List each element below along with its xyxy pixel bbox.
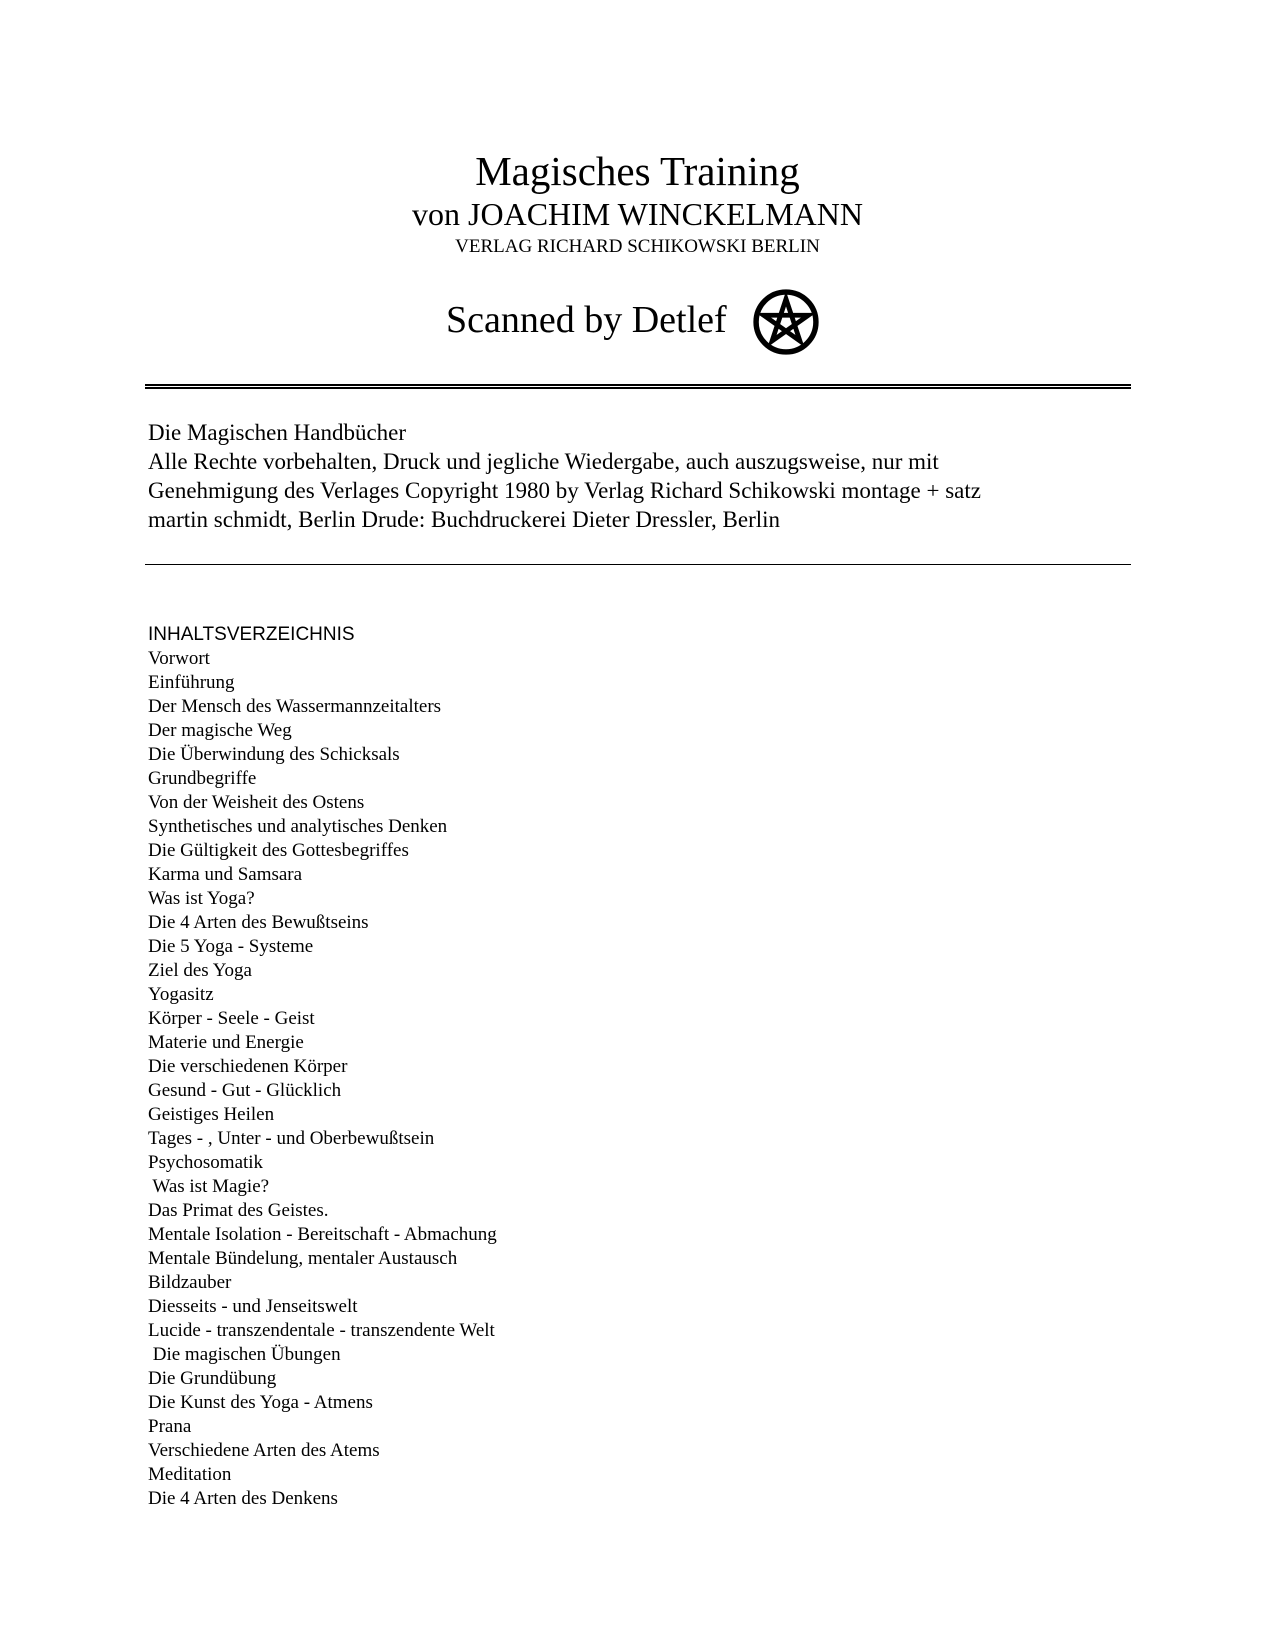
toc-item: Der magische Weg (148, 720, 292, 741)
toc-item: Was ist Yoga? (148, 888, 255, 909)
toc-item: Meditation (148, 1464, 232, 1485)
book-publisher: VERLAG RICHARD SCHIKOWSKI BERLIN (455, 236, 820, 257)
toc-item: Verschiedene Arten des Atems (148, 1440, 380, 1461)
scanner-credit: Scanned by Detlef (446, 299, 727, 341)
toc-item: Materie und Energie (148, 1032, 304, 1053)
scanner-credit-row (0, 288, 1275, 358)
toc-item: Körper - Seele - Geist (148, 1008, 315, 1029)
toc-item: Das Primat des Geistes. (148, 1200, 329, 1221)
pentagram-icon (752, 288, 820, 356)
toc-item: Die 4 Arten des Denkens (148, 1488, 338, 1509)
toc-item: Der Mensch des Wassermannzeitalters (148, 696, 442, 717)
toc-item: Gesund - Gut - Glücklich (148, 1080, 342, 1101)
toc-item: Geistiges Heilen (148, 1104, 275, 1125)
toc-item: Die Kunst des Yoga - Atmens (148, 1392, 373, 1413)
toc-item: Lucide - transzendentale - transzendente Welt (148, 1320, 495, 1341)
toc-item: Die verschiedenen Körper (148, 1056, 348, 1077)
copyright-line: Alle Rechte vorbehalten, Druck und jegliche Wiedergabe, auch auszugsweise, nur mit (148, 449, 939, 474)
toc-item: Was ist Magie? (148, 1176, 270, 1197)
toc-list (148, 647, 497, 1511)
toc-item: Karma und Samsara (148, 864, 303, 885)
book-title: Magisches Training (475, 148, 800, 194)
toc-item: Bildzauber (148, 1272, 232, 1293)
toc-item: Einführung (148, 672, 235, 693)
toc-item: Synthetisches und analytisches Denken (148, 816, 448, 837)
toc-item: Die magischen Übungen (148, 1344, 341, 1365)
divider (145, 564, 1131, 565)
copyright-line: martin schmidt, Berlin Drude: Buchdruckerei Dieter Dressler, Berlin (148, 507, 781, 532)
toc-heading: INHALTSVERZEICHNIS (148, 624, 355, 645)
toc-item: Die 5 Yoga - Systeme (148, 936, 314, 957)
copyright-line: Die Magischen Handbücher (148, 420, 407, 445)
book-author: von JOACHIM WINCKELMANN (412, 196, 863, 232)
toc-item: Mentale Bündelung, mentaler Austausch (148, 1248, 458, 1269)
toc-item: Die 4 Arten des Bewußtseins (148, 912, 369, 933)
toc-item: Ziel des Yoga (148, 960, 252, 981)
toc-item: Prana (148, 1416, 192, 1437)
toc-item: Grundbegriffe (148, 768, 257, 789)
toc-item: Psychosomatik (148, 1152, 264, 1173)
copyright-notice (148, 418, 1108, 534)
double-divider (145, 384, 1131, 389)
toc-item: Die Grundübung (148, 1368, 277, 1389)
toc-item: Vorwort (148, 648, 210, 669)
toc-item: Diesseits - und Jenseitswelt (148, 1296, 358, 1317)
toc-item: Von der Weisheit des Ostens (148, 792, 365, 813)
toc-item: Die Überwindung des Schicksals (148, 744, 400, 765)
toc-item: Yogasitz (148, 984, 214, 1005)
toc-item: Mentale Isolation - Bereitschaft - Abmachung (148, 1224, 497, 1245)
toc-item: Tages - , Unter - und Oberbewußtsein (148, 1128, 435, 1149)
toc-item: Die Gültigkeit des Gottesbegriffes (148, 840, 409, 861)
copyright-line: Genehmigung des Verlages Copyright 1980 by Verlag Richard Schikowski montage + satz (148, 478, 981, 503)
